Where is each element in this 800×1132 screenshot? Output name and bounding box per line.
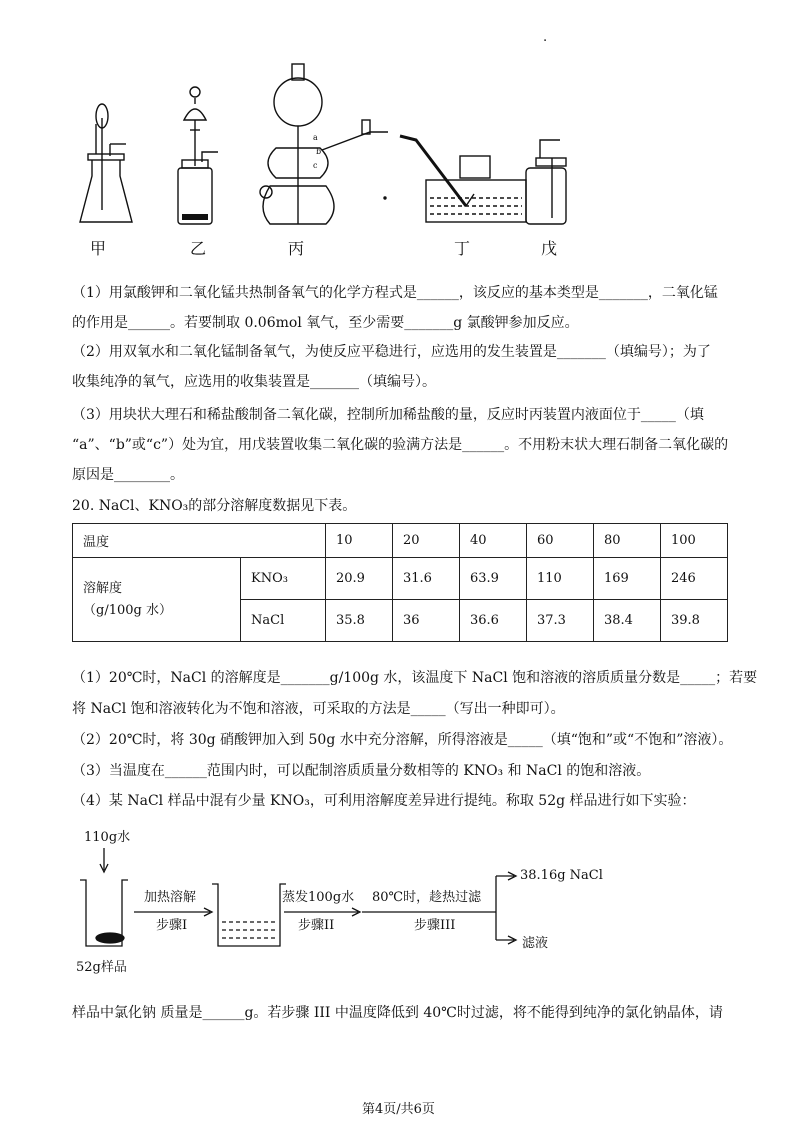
flow-step2-top: 蒸发100g水 xyxy=(282,890,355,905)
q19-part3-line3: 原因是________。 xyxy=(72,467,184,483)
apparatus-jia xyxy=(80,104,132,222)
table-cell: 20 xyxy=(393,524,460,558)
q20-title: 20. NaCl、KNO₃的部分溶解度数据见下表。 xyxy=(72,498,357,514)
flow-step1-bottom: 步骤I xyxy=(156,918,188,933)
solubility-label-line2: （g/100g 水） xyxy=(83,602,172,618)
flow-water: 110g水 xyxy=(84,830,131,845)
apparatus-wu xyxy=(526,140,566,224)
table-cell: 169 xyxy=(594,558,661,600)
table-cell: 38.4 xyxy=(594,600,661,642)
q20-part2: （2）20℃时，将 30g 硝酸钾加入到 50g 水中充分溶解，所得溶液是_____（填“饱和”或“不饱和”溶液）。 xyxy=(72,732,733,748)
mark-a: a xyxy=(313,133,318,142)
mark-c: c xyxy=(313,161,318,170)
apparatus-yi xyxy=(178,87,218,224)
beaker-2 xyxy=(212,884,286,946)
table-cell: 100 xyxy=(661,524,728,558)
label-bing: 丙 xyxy=(288,239,305,258)
label-yi: 乙 xyxy=(190,239,207,258)
flow-step2-bottom: 步骤II xyxy=(298,918,335,933)
q19-part2-line2: 收集纯净的氧气，应选用的收集装置是_______（填编号）。 xyxy=(72,374,436,390)
table-cell: 35.8 xyxy=(326,600,393,642)
q20-part5: 样品中氯化钠 质量是______g。若步骤 III 中温度降低到 40℃时过滤，将不能得到纯净的氯化钠晶体，请 xyxy=(72,1005,723,1021)
flow-sample: 52g样品 xyxy=(76,960,127,975)
table-row xyxy=(73,558,728,600)
q19-part1-line1: （1）用氯酸钾和二氧化锰共热制备氧气的化学方程式是______，该反应的基本类型是_______，二氧化锰 xyxy=(72,285,718,301)
apparatus-bing xyxy=(260,64,388,224)
table-cell: 246 xyxy=(661,558,728,600)
table-row-name: KNO₃ xyxy=(241,558,326,600)
table-row-name: NaCl xyxy=(241,600,326,642)
table-temp-label: 温度 xyxy=(73,524,326,558)
table-cell: 37.3 xyxy=(527,600,594,642)
mark-b: b xyxy=(316,147,322,156)
table-cell: 110 xyxy=(527,558,594,600)
flow-output-filtrate: 滤液 xyxy=(522,936,549,951)
q20-part3: （3）当温度在______范围内时，可以配制溶质质量分数相等的 KNO₃ 和 NaCl 的饱和溶液。 xyxy=(72,763,651,779)
q19-part1-line2: 的作用是______。若要制取 0.06mol 氧气，至少需要_______g 氯酸钾参加反应。 xyxy=(72,315,579,331)
table-cell: 36 xyxy=(393,600,460,642)
label-ding: 丁 xyxy=(454,239,471,258)
table-cell: 40 xyxy=(460,524,527,558)
page-footer: 第4页/共6页 xyxy=(362,1102,435,1117)
label-wu: 戊 xyxy=(541,239,558,258)
table-cell: 39.8 xyxy=(661,600,728,642)
q20-part1-line2: 将 NaCl 饱和溶液转化为不饱和溶液，可采取的方法是_____（写出一种即可）。 xyxy=(72,701,565,717)
header-dot: . xyxy=(543,30,548,45)
table-cell: 10 xyxy=(326,524,393,558)
q20-part4: （4）某 NaCl 样品中混有少量 KNO₃，可利用溶解度差异进行提纯。称取 52g 样品进行如下实验： xyxy=(72,793,696,809)
table-cell: 31.6 xyxy=(393,558,460,600)
q20-part1-line1: （1）20℃时，NaCl 的溶解度是_______g/100g 水，该温度下 NaCl 饱和溶液的溶质质量分数是_____；若要 xyxy=(72,670,758,686)
table-cell: 36.6 xyxy=(460,600,527,642)
table-cell: 80 xyxy=(594,524,661,558)
label-jia: 甲 xyxy=(90,239,107,258)
solubility-label-line1: 溶解度 xyxy=(83,580,123,596)
table-solubility-label xyxy=(73,558,241,642)
flow-output-nacl: 38.16g NaCl xyxy=(520,868,603,883)
table-row xyxy=(73,524,728,558)
apparatus-figure xyxy=(70,58,590,230)
flow-step1-top: 加热溶解 xyxy=(144,890,197,905)
q19-part3-line1: （3）用块状大理石和稀盐酸制备二氧化碳，控制所加稀盐酸的量，反应时丙装置内液面位于_____（填 xyxy=(72,407,704,423)
solubility-table xyxy=(72,523,728,642)
flow-step3-bottom: 步骤III xyxy=(414,918,456,933)
q19-part2-line1: （2）用双氧水和二氧化锰制备氧气，为使反应平稳进行，应选用的发生装置是_______（填编号）；为了 xyxy=(72,344,711,360)
table-cell: 20.9 xyxy=(326,558,393,600)
apparatus-ding xyxy=(400,136,526,222)
table-cell: 63.9 xyxy=(460,558,527,600)
q19-part3-line2: “a”、“b”或“c”）处为宜，用戊装置收集二氧化碳的验满方法是______。不用粉末状大理石制备二氧化碳的 xyxy=(72,437,729,453)
table-cell: 60 xyxy=(527,524,594,558)
flow-step3-top: 80℃时，趁热过滤 xyxy=(372,890,482,905)
